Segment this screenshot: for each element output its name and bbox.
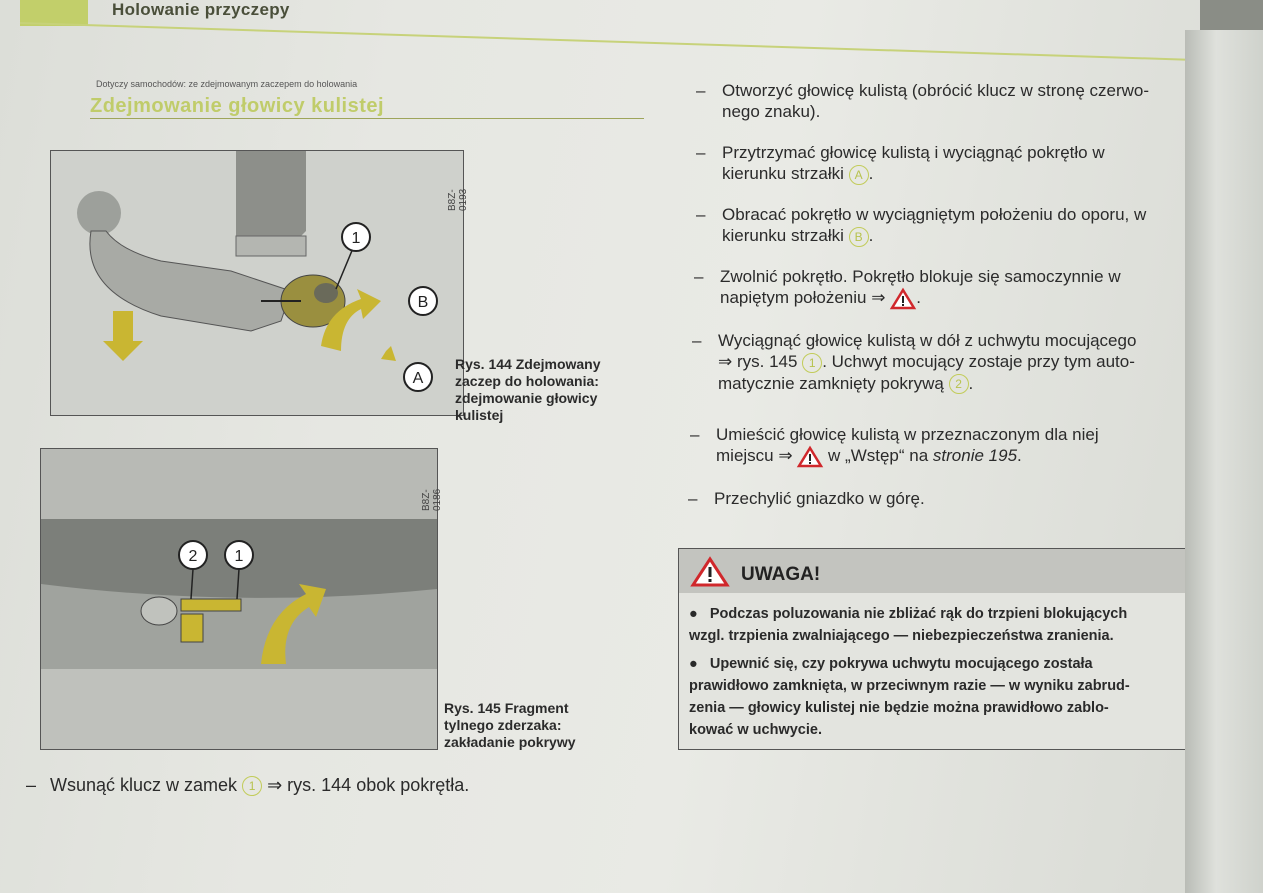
next-page-edge	[1185, 30, 1263, 893]
warning-line: ● Upewnić się, czy pokrywa uchwytu mocującego została	[689, 656, 1093, 672]
warning-line: wzgl. trzpienia zwalniającego — niebezpieczeństwa zranienia.	[689, 628, 1114, 644]
figure-145-image	[40, 448, 443, 750]
bottom-step: – Wsunąć klucz w zamek 1 ⇒ rys. 144 obok pokrętła.	[26, 775, 470, 795]
warning-header	[679, 549, 1195, 593]
caption-line: zaczep do holowania:	[455, 373, 599, 389]
fig144-label-a: A	[412, 370, 424, 387]
fig144-label-b: B	[417, 294, 429, 311]
bumper-illustration	[41, 449, 437, 749]
figure-145-caption	[444, 700, 576, 751]
marker-1: 1	[242, 776, 262, 796]
step-line: Przytrzymać głowicę kulistą i wyciągnąć pokrętło w	[722, 143, 1105, 162]
section-title: Zdejmowanie głowicy kulistej	[90, 95, 385, 117]
page-header-title: Holowanie przyczepy	[112, 0, 290, 19]
caption-line: Rys. 145 Fragment	[444, 700, 569, 716]
caption-line: tylnego zderzaka:	[444, 717, 562, 733]
step-line: napiętym położeniu ⇒ .	[720, 287, 1180, 310]
warning-triangle-icon	[890, 288, 916, 310]
step-item: – Zwolnić pokrętło. Pokrętło blokuje się samoczynnie w napiętym położeniu ⇒ .	[720, 266, 1180, 310]
step-item: – Otworzyć głowicę kulistą (obrócić klucz w stronę czerwo- nego znaku).	[722, 80, 1182, 122]
step-item: – Obracać pokrętło w wyciągniętym położeniu do oporu, w kierunku strzałki B .	[722, 204, 1182, 247]
step-line: Umieścić głowicę kulistą w przeznaczonym dla niej	[716, 425, 1099, 444]
caption-line: zakładanie pokrywy	[444, 734, 576, 750]
step-line: kierunku strzałki B .	[722, 226, 874, 245]
figure-144-code: B8Z-0193	[447, 188, 469, 211]
step-line: nego znaku).	[722, 102, 821, 121]
step-line: kierunku strzałki A .	[722, 164, 874, 183]
warning-line: prawidłowo zamknięta, w przeciwnym razie — w wyniku zabrud-	[689, 678, 1130, 694]
step-line: matycznie zamknięty pokrywą 2 .	[718, 373, 974, 393]
warning-item	[689, 603, 1189, 647]
figure-144-image	[50, 150, 469, 416]
warning-item	[689, 653, 1189, 741]
caption-line: Rys. 144 Zdejmowany	[455, 356, 601, 372]
warning-line: kować w uchwycie.	[689, 722, 822, 738]
tow-hook-illustration	[51, 151, 463, 415]
step-line: Wyciągnąć głowicę kulistą w dół z uchwytu mocującego	[718, 331, 1137, 350]
warning-line: ● Podczas poluzowania nie zbliżać rąk do trzpieni blokujących	[689, 606, 1128, 622]
applies-to-note: Dotyczy samochodów: ze zdejmowanym zaczepem do holowania	[96, 79, 358, 89]
warning-title: UWAGA!	[741, 564, 821, 585]
fig145-label-2: 2	[188, 548, 198, 565]
marker-a: A	[849, 165, 869, 185]
step-item: – Umieścić głowicę kulistą w przeznaczonym dla niej miejscu ⇒ w „Wstęp“ na stronie 195.	[716, 424, 1176, 468]
warning-triangle-icon	[797, 446, 823, 468]
step-line: miejscu ⇒ w „Wstęp“ na stronie 195.	[716, 445, 1176, 468]
step-item: – Przytrzymać głowicę kulistą i wyciągnąć pokrętło w kierunku strzałki A .	[722, 142, 1182, 185]
header-rule	[20, 22, 1199, 61]
step-item: – Przechylić gniazdko w górę.	[714, 488, 1174, 509]
fig145-label-1: 1	[234, 548, 244, 565]
step-line: Otworzyć głowicę kulistą (obrócić klucz w stronę czerwo-	[722, 81, 1150, 100]
marker-b: B	[849, 227, 869, 247]
warning-line: zenia — głowicy kulistej nie będzie można prawidłowo zablo-	[689, 700, 1109, 716]
marker-2: 2	[949, 374, 969, 394]
step-line: Przechylić gniazdko w górę.	[714, 489, 925, 508]
step-line: ⇒ rys. 145 1 . Uchwyt mocujący zostaje przy tym auto-	[718, 352, 1135, 371]
warning-box	[678, 548, 1196, 750]
fig144-label-1: 1	[351, 230, 361, 247]
step-item: – Wyciągnąć głowicę kulistą w dół z uchwytu mocującego ⇒ rys. 145 1 . Uchwyt mocujący zostaje przy tym auto- matycznie zamknięty pokrywą 2 .	[718, 330, 1183, 394]
title-rule	[90, 118, 644, 119]
marker-1: 1	[802, 353, 822, 373]
figure-144-caption	[455, 356, 601, 424]
caption-line: zdejmowanie głowicy	[455, 390, 598, 406]
caption-line: kulistej	[455, 407, 504, 423]
step-line: Zwolnić pokrętło. Pokrętło blokuje się samoczynnie w	[720, 267, 1121, 286]
figure-145-code: B8Z-0186	[421, 488, 443, 511]
warning-triangle-icon	[691, 557, 729, 587]
step-line: Obracać pokrętło w wyciągniętym położeniu do oporu, w	[722, 205, 1147, 224]
